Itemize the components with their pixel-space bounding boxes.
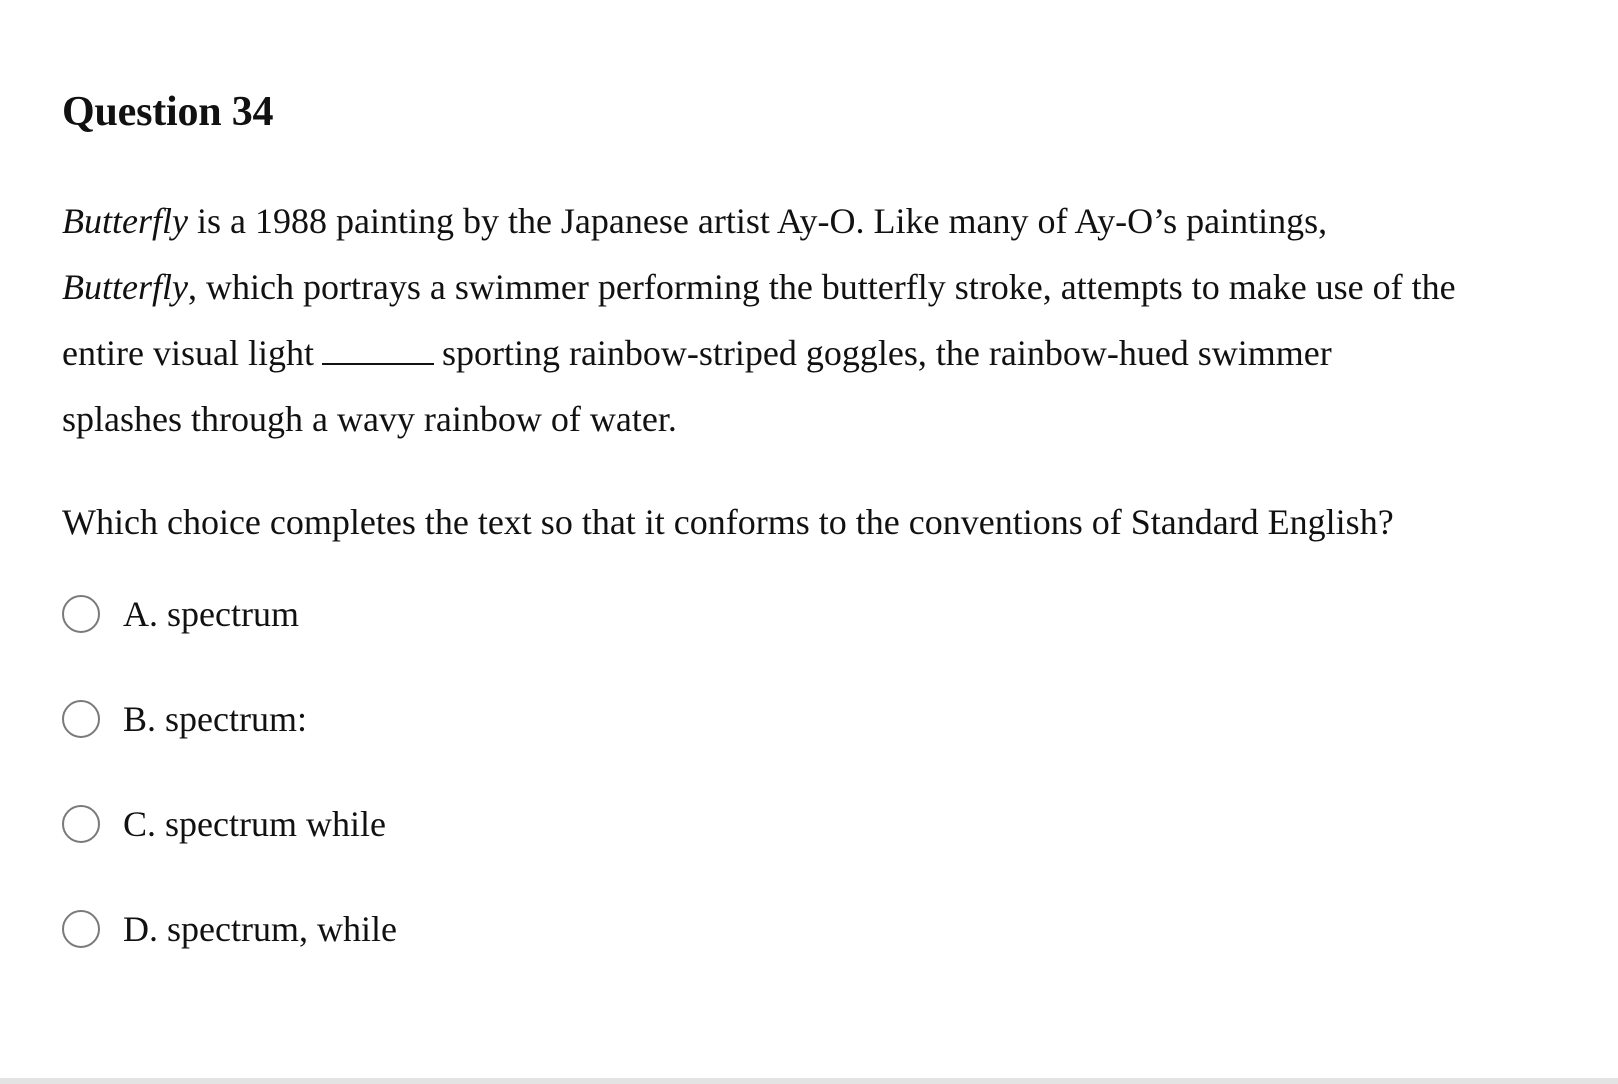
choice-c[interactable] [62, 794, 386, 854]
choice-a[interactable] [62, 584, 299, 644]
radio-button-icon[interactable] [62, 805, 100, 843]
artwork-title: Butterfly [62, 267, 188, 307]
passage-text: entire visual light [62, 333, 314, 373]
choice-label: C. spectrum while [123, 804, 386, 844]
question-title: Question 34 [62, 89, 274, 135]
passage-text: splashes through a wavy rainbow of water. [62, 399, 677, 439]
choice-label: A. spectrum [123, 594, 299, 634]
question-prompt: Which choice completes the text so that it conforms to the conventions of Standard English? [62, 502, 1394, 542]
radio-button-icon[interactable] [62, 595, 100, 633]
passage-text: , which portrays a swimmer performing the butterfly stroke, attempts to make use of the [187, 267, 1456, 307]
choice-label: B. spectrum: [123, 699, 307, 739]
bottom-divider [0, 1078, 1618, 1084]
radio-button-icon[interactable] [62, 700, 100, 738]
choice-b[interactable] [62, 689, 307, 749]
choice-label: D. spectrum, while [123, 909, 397, 949]
passage-text: sporting rainbow-striped goggles, the rainbow-hued swimmer [441, 333, 1332, 373]
radio-button-icon[interactable] [62, 910, 100, 948]
answer-blank [322, 333, 434, 365]
question-passage [62, 188, 1562, 452]
passage-text: is a 1988 painting by the Japanese artist Ay-O. Like many of Ay-O’s paintings, [187, 201, 1328, 241]
artwork-title: Butterfly [62, 201, 188, 241]
choice-d[interactable] [62, 899, 397, 959]
